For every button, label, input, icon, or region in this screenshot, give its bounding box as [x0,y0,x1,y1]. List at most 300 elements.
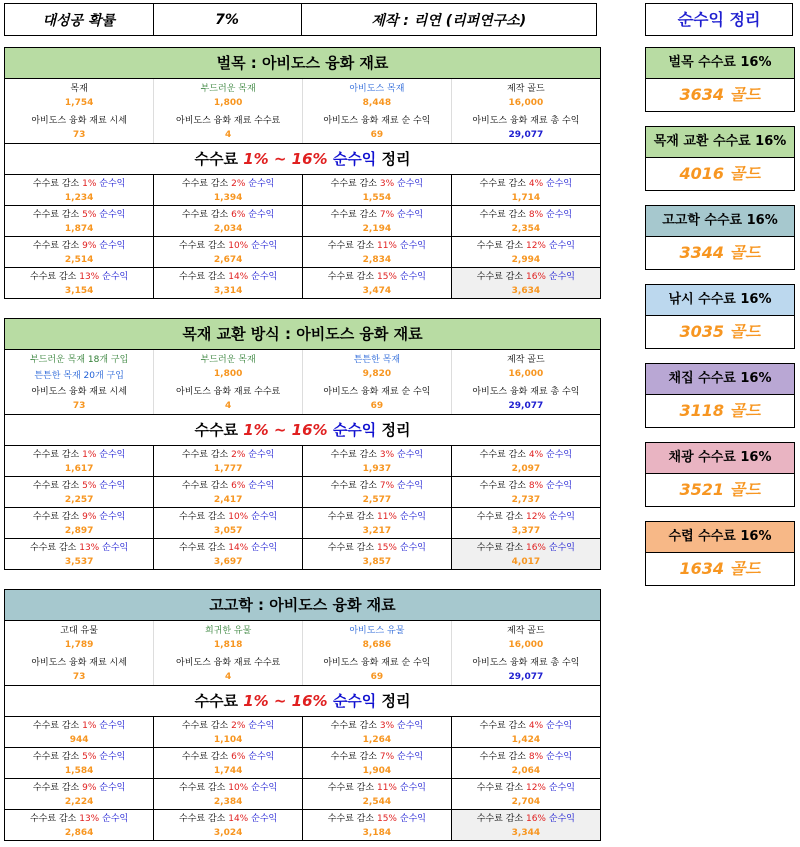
net-profit-value: 2,834 [303,252,452,268]
fee-label-prefix: 수수료 감소 [479,721,526,731]
fee-label-prefix: 수수료 감소 [181,481,229,491]
fee-label-prefix: 수수료 감소 [479,179,526,189]
fee-percent: 6% [231,481,246,491]
fee-reduction-label [5,508,154,524]
net-profit-value: 1,394 [154,190,303,206]
fee-reduction-label [303,477,452,493]
card-value: 3521 골드 [679,480,761,499]
fee-percent: 6% [231,752,246,762]
fee-label-prefix: 수수료 감소 [476,783,524,793]
card-label: 고고학 수수료 16% [646,206,794,237]
fee-reduction-label [154,175,303,190]
net-profit-value: 2,514 [5,252,154,268]
net-profit-value: 3,377 [511,525,541,536]
fee-label-prefix: 수수료 감소 [32,179,80,189]
fee-label-suffix: 순수익 [251,512,278,522]
fee-label-suffix: 순수익 [397,450,424,460]
fee-reduction-label [303,717,452,732]
fee-label-suffix: 순수익 [248,721,275,731]
net-profit-value: 1,937 [303,461,452,477]
fee-label-suffix: 순수익 [99,783,126,793]
fee-reduction-label [451,477,600,493]
fee-label-suffix: 순수익 [251,272,278,282]
fee-label-suffix: 순수익 [251,241,278,251]
card-label: 벌목 수수료 16% [646,48,794,79]
fee-label-prefix: 수수료 감소 [181,450,229,460]
info-cell: 73 [5,398,154,414]
net-profit-value: 2,354 [511,223,541,234]
fee-label-prefix: 수수료 감소 [327,543,375,553]
info-cell: 4 [154,669,303,685]
fee-reduction-label [303,810,452,826]
fee-label-suffix: 순수익 [397,721,424,731]
fee-percent: 3% [379,450,395,460]
fee-reduction-label [154,206,303,222]
fee-percent: 1% [82,721,97,731]
card-label: 채광 수수료 16% [646,443,794,474]
fee-reduction-label [5,175,154,190]
fee-reduction-label [451,539,600,555]
fee-label-prefix: 수수료 감소 [479,450,526,460]
info-cell: 73 [5,669,154,685]
fee-percent: 4% [528,179,544,189]
section-1 [4,47,601,299]
card-value: 3634 골드 [679,85,761,104]
net-profit-value: 944 [5,732,154,748]
fee-reduction-label [451,446,600,461]
fee-label-prefix: 수수료 감소 [181,179,229,189]
section-title: 벌목 : 아비도스 융화 재료 [5,48,600,79]
fee-label-prefix: 수수료 감소 [30,814,77,824]
net-profit-value: 2,994 [511,254,541,265]
summary-title-part: 정리 [381,150,411,168]
fee-percent: 14% [228,272,249,282]
info-cell: 아비도스 융화 재료 순 수익 [303,382,452,398]
fee-label-prefix: 수수료 감소 [476,272,524,282]
net-profit-value: 2,384 [154,794,303,810]
net-profit-value: 1,714 [511,192,541,203]
fee-percent: 2% [231,179,246,189]
net-profit-card [645,126,795,191]
info-cell: 튼튼한 목재 [303,350,452,366]
net-profit-value: 2,737 [511,494,541,505]
fee-label-prefix: 수수료 감소 [330,450,377,460]
top-bar [4,3,597,36]
fee-label-suffix: 순수익 [248,481,275,491]
fee-label-suffix: 순수익 [548,543,575,553]
fee-label-prefix: 수수료 감소 [476,543,524,553]
card-value: 4016 골드 [679,164,761,183]
net-profit-value: 4,017 [451,554,600,569]
info-cell: 69 [303,127,452,143]
fee-reduction-label [5,268,154,284]
net-profit-value: 3,857 [303,554,452,569]
fee-percent: 6% [231,210,246,220]
net-profit-value: 3,537 [5,554,154,569]
fee-label-prefix: 수수료 감소 [330,721,377,731]
info-cell: 4 [154,127,303,143]
net-profit-value: 1,874 [5,221,154,237]
fee-reduction-label [5,237,154,253]
summary-title-part: 1% ~ 16% [243,421,328,439]
fee-label-prefix: 수수료 감소 [330,752,377,762]
fee-label-suffix: 순수익 [399,241,426,251]
section-title: 고고학 : 아비도스 융화 재료 [5,590,600,621]
net-profit-card [645,205,795,270]
fee-percent: 14% [228,814,249,824]
info-cell: 아비도스 융화 재료 순 수익 [303,653,452,669]
net-profit-value: 2,897 [5,523,154,539]
fee-label-prefix: 수수료 감소 [32,721,80,731]
fee-percent: 10% [228,241,249,251]
fee-label-prefix: 수수료 감소 [476,512,524,522]
fee-summary-title [5,685,600,717]
fee-reduction-grid [5,446,600,569]
summary-title-part: 1% ~ 16% [243,692,328,710]
info-cell: 아비도스 융화 재료 시세 [5,382,154,398]
info-cell: 8,686 [303,637,452,653]
fee-reduction-label [154,237,303,253]
fee-label-prefix: 수수료 감소 [32,241,80,251]
fee-percent: 15% [376,272,397,282]
net-profit-card [645,363,795,428]
net-profit-value: 1,584 [5,763,154,779]
fee-percent: 1% [82,450,97,460]
fee-percent: 9% [82,241,97,251]
net-profit-value: 3,154 [5,283,154,298]
net-profit-value: 1,264 [303,732,452,748]
fee-label-suffix: 순수익 [397,179,424,189]
info-cell: 부드러운 목재 [154,350,303,366]
fee-percent: 14% [228,543,249,553]
fee-label-prefix: 수수료 감소 [327,814,375,824]
fee-label-prefix: 수수료 감소 [181,210,229,220]
fee-percent: 8% [528,481,544,491]
info-cell: 아비도스 융화 재료 순 수익 [303,111,452,127]
net-profit-value: 1,424 [511,734,541,745]
info-cell: 튼튼한 목재 20개 구입 [5,366,154,382]
fee-reduction-label [303,539,452,555]
fee-summary-title [5,414,600,446]
material-info-table [5,79,600,143]
fee-percent: 11% [376,241,397,251]
info-cell: 부드러운 목재 18개 구입 [5,350,154,366]
fee-label-prefix: 수수료 감소 [479,481,526,491]
fee-label-prefix: 수수료 감소 [476,241,524,251]
fee-percent: 13% [79,272,100,282]
fee-percent: 12% [525,241,546,251]
info-cell: 9,820 [303,366,452,382]
fee-label-suffix: 순수익 [102,814,129,824]
fee-label-suffix: 순수익 [546,450,573,460]
info-cell: 4 [154,398,303,414]
fee-reduction-label [5,539,154,555]
info-cell: 아비도스 융화 재료 시세 [5,653,154,669]
fee-reduction-label [303,779,452,795]
net-profit-value: 1,744 [154,763,303,779]
fee-percent: 13% [79,543,100,553]
summary-title-part: 순수익 [332,421,377,439]
fee-reduction-label [303,237,452,253]
fee-label-suffix: 순수익 [548,241,575,251]
fee-percent: 3% [379,179,395,189]
fee-reduction-label [303,175,452,190]
net-profit-value: 2,417 [154,492,303,508]
info-cell: 제작 골드 [507,625,545,636]
fee-reduction-label [154,477,303,493]
fee-label-suffix: 순수익 [399,272,426,282]
fee-percent: 2% [231,721,246,731]
fee-label-prefix: 수수료 감소 [179,272,226,282]
fee-label-suffix: 순수익 [99,481,126,491]
net-profit-value: 1,617 [5,461,154,477]
fee-label-suffix: 순수익 [99,450,126,460]
card-value: 1634 골드 [679,559,761,578]
fee-percent: 10% [228,512,249,522]
net-profit-value: 3,697 [154,554,303,569]
fee-label-suffix: 순수익 [102,272,129,282]
fee-percent: 2% [231,450,246,460]
net-profit-value: 2,064 [511,765,541,776]
fee-percent: 5% [82,210,97,220]
net-profit-value: 2,577 [303,492,452,508]
info-cell: 희귀한 유물 [154,621,303,637]
net-profit-value: 2,097 [511,463,541,474]
fee-label-prefix: 수수료 감소 [479,210,526,220]
card-label: 낚시 수수료 16% [646,285,794,316]
info-cell: 1,818 [154,637,303,653]
fee-percent: 7% [379,210,395,220]
fee-label-prefix: 수수료 감소 [330,179,377,189]
fee-percent: 4% [528,721,544,731]
fee-label-prefix: 수수료 감소 [30,543,77,553]
fee-label-suffix: 순수익 [248,179,275,189]
net-profit-value: 2,034 [154,221,303,237]
fee-percent: 15% [376,543,397,553]
fee-label-prefix: 수수료 감소 [479,752,526,762]
great-success-label: 대성공 확률 [5,4,153,35]
net-profit-summary-title: 순수익 정리 [645,3,793,36]
fee-reduction-label [303,268,452,284]
net-profit-value: 3,024 [154,825,303,840]
fee-reduction-label [451,748,600,764]
fee-label-prefix: 수수료 감소 [330,481,377,491]
net-profit-value: 1,234 [5,190,154,206]
summary-title-part: 정리 [381,421,411,439]
fee-label-suffix: 순수익 [248,450,275,460]
section-3 [4,589,601,841]
fee-percent: 4% [528,450,544,460]
fee-label-suffix: 순수익 [548,783,575,793]
summary-title-part: 수수료 [194,150,238,168]
fee-reduction-label [5,779,154,795]
fee-percent: 8% [528,752,544,762]
fee-label-prefix: 수수료 감소 [32,512,80,522]
fee-reduction-label [451,810,600,826]
info-cell: 제작 골드 [507,83,545,94]
fee-reduction-label [5,477,154,493]
fee-percent: 13% [79,814,100,824]
fee-label-prefix: 수수료 감소 [179,241,226,251]
fee-label-suffix: 순수익 [399,814,426,824]
fee-reduction-label [5,206,154,222]
info-cell: 아비도스 융화 재료 수수료 [154,653,303,669]
fee-percent: 15% [376,814,397,824]
info-cell: 아비도스 목재 [303,79,452,95]
fee-percent: 12% [525,512,546,522]
fee-percent: 16% [525,543,546,553]
card-value: 3344 골드 [679,243,761,262]
info-cell: 아비도스 융화 재료 총 수익 [472,386,580,397]
fee-label-suffix: 순수익 [99,752,126,762]
material-info-table [5,621,600,685]
section-2 [4,318,601,570]
net-profit-value: 1,904 [303,763,452,779]
fee-percent: 8% [528,210,544,220]
net-profit-value: 2,674 [154,252,303,268]
info-cell: 아비도스 융화 재료 시세 [5,111,154,127]
net-profit-value: 2,544 [303,794,452,810]
fee-reduction-label [154,810,303,826]
info-cell: 1,754 [5,95,154,111]
fee-label-prefix: 수수료 감소 [32,783,80,793]
fee-label-suffix: 순수익 [397,210,424,220]
fee-label-prefix: 수수료 감소 [32,752,80,762]
info-cell: 고대 유물 [5,621,154,637]
fee-label-suffix: 순수익 [546,179,573,189]
fee-label-prefix: 수수료 감소 [181,721,229,731]
fee-label-suffix: 순수익 [399,543,426,553]
section-title: 목재 교환 방식 : 아비도스 융화 재료 [5,319,600,350]
fee-percent: 16% [525,272,546,282]
fee-reduction-label [5,717,154,732]
fee-label-prefix: 수수료 감소 [181,752,229,762]
net-profit-value: 2,194 [303,221,452,237]
fee-percent: 11% [376,512,397,522]
fee-percent: 3% [379,721,395,731]
fee-reduction-label [303,446,452,461]
fee-reduction-label [303,748,452,764]
fee-label-prefix: 수수료 감소 [179,543,226,553]
info-cell: 제작 골드 [507,354,545,365]
fee-label-suffix: 순수익 [99,179,126,189]
fee-label-suffix: 순수익 [102,543,129,553]
fee-label-prefix: 수수료 감소 [330,210,377,220]
fee-label-prefix: 수수료 감소 [179,512,226,522]
info-cell: 29,077 [508,672,544,682]
summary-title-part: 수수료 [194,421,238,439]
fee-label-prefix: 수수료 감소 [179,814,226,824]
card-value: 3035 골드 [679,322,761,341]
fee-reduction-label [154,779,303,795]
fee-label-suffix: 순수익 [546,481,573,491]
card-label: 채집 수수료 16% [646,364,794,395]
fee-label-prefix: 수수료 감소 [32,210,80,220]
fee-reduction-label [5,748,154,764]
info-cell: 29,077 [508,130,544,140]
summary-title-part: 1% ~ 16% [243,150,328,168]
net-profit-value: 2,257 [5,492,154,508]
fee-percent: 11% [376,783,397,793]
fee-label-suffix: 순수익 [546,721,573,731]
info-cell: 69 [303,398,452,414]
info-cell: 1,800 [154,366,303,382]
fee-reduction-label [154,539,303,555]
fee-label-prefix: 수수료 감소 [30,272,77,282]
material-info-table [5,350,600,414]
info-cell: 16,000 [508,640,544,650]
fee-percent: 10% [228,783,249,793]
fee-label-suffix: 순수익 [251,783,278,793]
fee-label-suffix: 순수익 [548,814,575,824]
fee-label-prefix: 수수료 감소 [327,241,375,251]
card-value: 3118 골드 [679,401,761,420]
info-cell: 69 [303,669,452,685]
fee-label-suffix: 순수익 [251,543,278,553]
fee-reduction-grid [5,717,600,840]
fee-percent: 16% [525,814,546,824]
fee-label-prefix: 수수료 감소 [327,512,375,522]
fee-label-suffix: 순수익 [99,721,126,731]
fee-percent: 7% [379,481,395,491]
fee-label-suffix: 순수익 [99,210,126,220]
fee-percent: 12% [525,783,546,793]
fee-label-suffix: 순수익 [548,272,575,282]
fee-label-prefix: 수수료 감소 [179,783,226,793]
fee-reduction-label [451,779,600,795]
fee-label-suffix: 순수익 [546,752,573,762]
fee-percent: 1% [82,179,97,189]
net-profit-value: 3,217 [303,523,452,539]
net-profit-value: 3,634 [451,283,600,298]
fee-label-suffix: 순수익 [548,512,575,522]
card-label: 수렵 수수료 16% [646,522,794,553]
info-cell: 부드러운 목재 [154,79,303,95]
info-cell: 16,000 [508,98,544,108]
fee-reduction-label [154,748,303,764]
card-label: 목재 교환 수수료 16% [646,127,794,158]
fee-label-suffix: 순수익 [397,481,424,491]
fee-label-prefix: 수수료 감소 [327,272,375,282]
info-cell: 아비도스 유물 [303,621,452,637]
fee-label-prefix: 수수료 감소 [327,783,375,793]
fee-label-suffix: 순수익 [248,752,275,762]
fee-percent: 7% [379,752,395,762]
fee-percent: 5% [82,481,97,491]
net-profit-value: 2,704 [511,796,541,807]
fee-reduction-label [154,446,303,461]
fee-reduction-label [451,237,600,253]
fee-reduction-label [451,206,600,222]
fee-reduction-label [451,508,600,524]
net-profit-card [645,47,795,112]
fee-label-suffix: 순수익 [248,210,275,220]
net-profit-value: 1,104 [154,732,303,748]
info-cell: 73 [5,127,154,143]
fee-label-suffix: 순수익 [546,210,573,220]
fee-percent: 9% [82,512,97,522]
fee-reduction-label [5,810,154,826]
fee-label-suffix: 순수익 [99,512,126,522]
net-profit-value: 3,344 [451,825,600,840]
fee-reduction-label [303,508,452,524]
fee-label-suffix: 순수익 [397,752,424,762]
fee-reduction-label [154,717,303,732]
net-profit-value: 2,864 [5,825,154,840]
fee-label-suffix: 순수익 [399,512,426,522]
summary-title-part: 순수익 [332,692,377,710]
info-cell: 목재 [5,79,154,95]
